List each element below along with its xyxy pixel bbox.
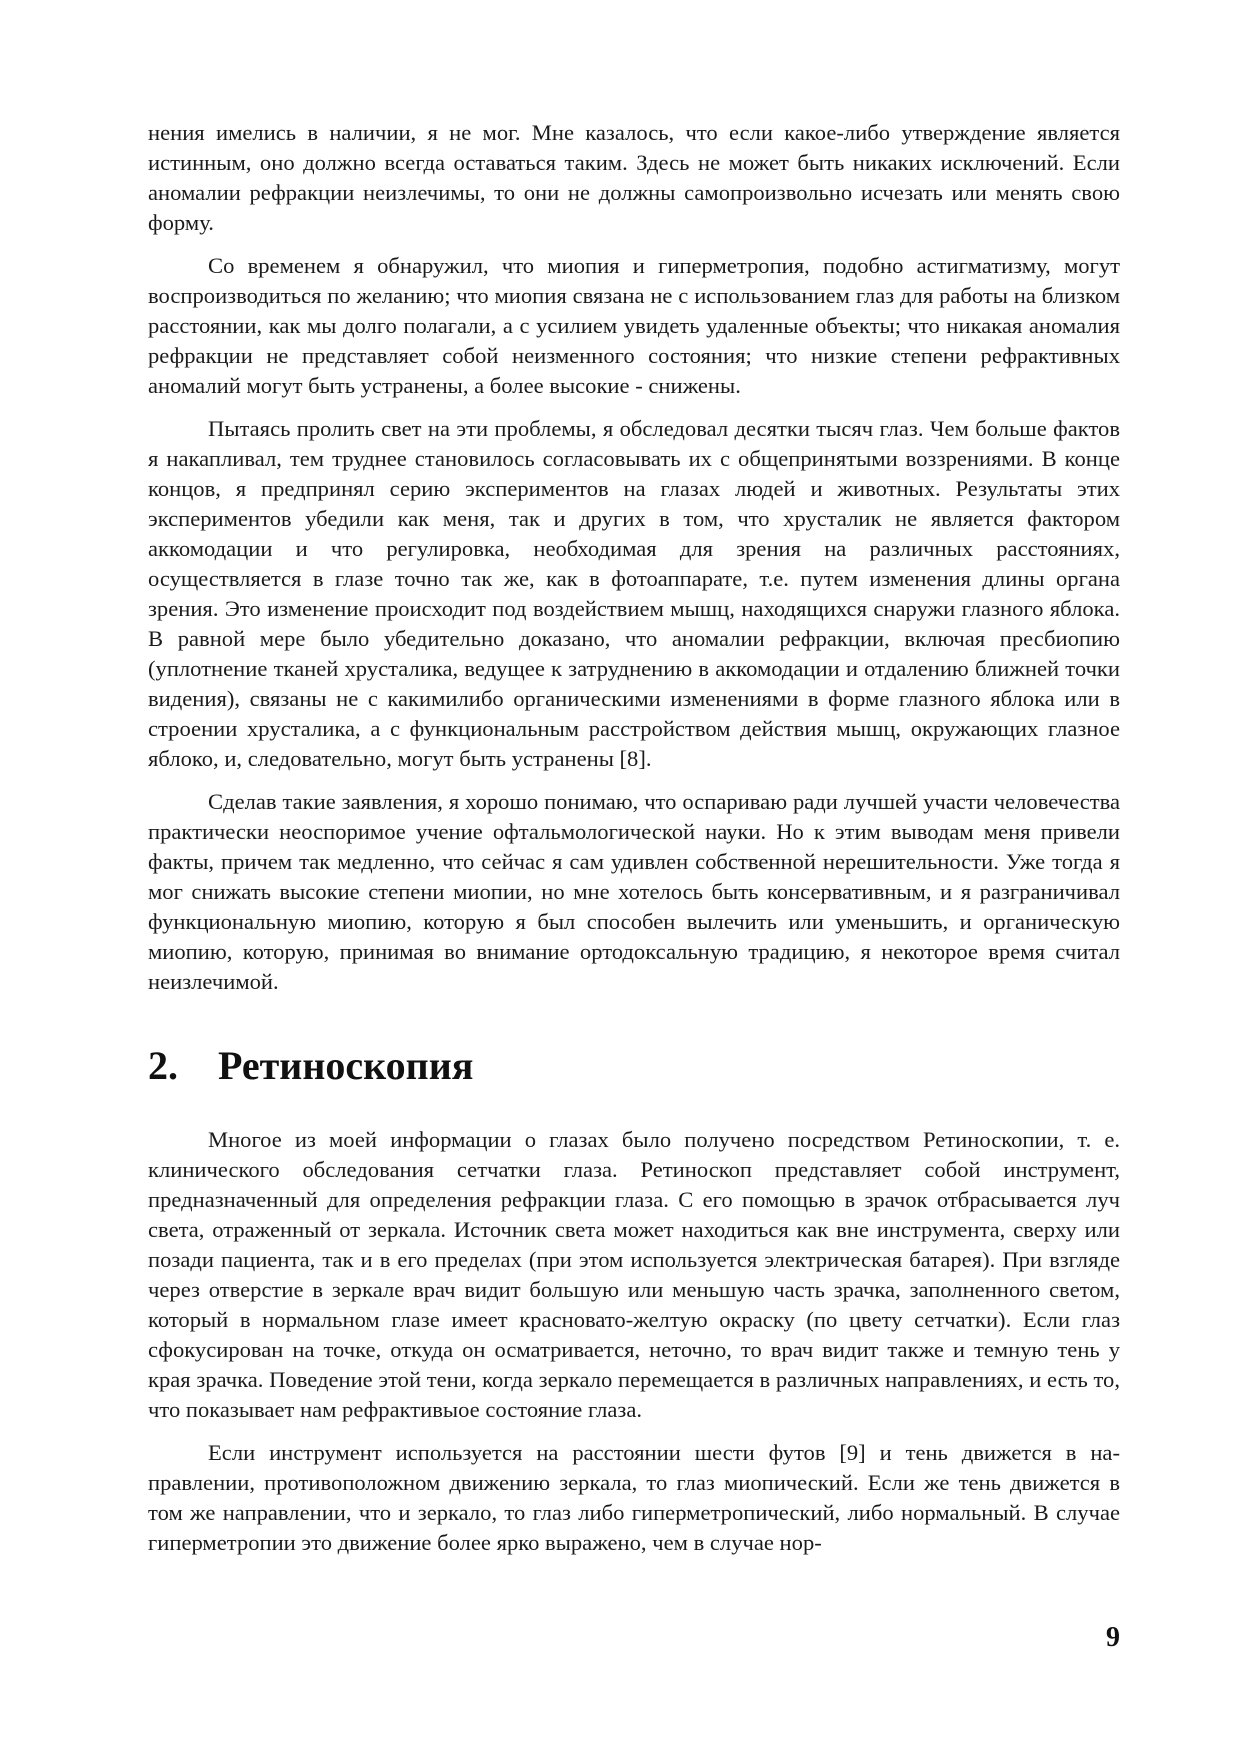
paragraph: Сделав такие заявления, я хорошо понимаю, что оспариваю ради лучшей участи человечества практически неоспоримое учение офтальмологической науки. Но к этим выводам меня привели факты, причем так медленно, что сейчас я сам удивлен собственной нерешительности. Уже тогда я мог снижать высокие степени миопии, но мне хотелось быть консервативным, и я разграничивал функциональную миопию, которую я был способен вылечить или уменьшить, и органическую миопию, которую, принимая во внимание ортодоксальную традицию, я некоторое время считал неизлечимой. [148,789,1120,994]
paragraph: Со временем я обнаружил, что миопия и гиперметропия, подобно астигматизму, могут воспроизводиться по желанию; что миопия связана не с использованием глаз для работы на близком расстоянии, как мы долго полагали, а с усилием увидеть удаленные объекты; что никакая аномалия рефракции не представляет собой неизменного состояния; что низкие степени рефрактивных аномалий могут быть устранены, а более высокие - снижены. [148,253,1120,398]
paragraph-continued: нения имелись в наличии, я не мог. Мне казалось, что если какое-либо утверждение является истинным, оно должно всегда оставаться таким. Здесь не может быть никаких исключений. Если аномалии рефракции неизлечимы, то они не должны самопроизвольно исчезать или менять свою форму. [148,120,1120,235]
paragraph: Пытаясь пролить свет на эти проблемы, я обследовал десятки тысяч глаз. Чем больше фактов я накапливал, тем труднее становилось согласовывать их с общепринятыми воззрениями. В конце концов, я предпринял серию экспериментов на глазах людей и животных. Результаты этих экспериментов убедили как меня, так и других в том, что хрусталик не является фактором аккомодации и что регулировка, необходимая для зрения на различных расстояниях, осуществляется в глазе точно так же, как в фотоаппарате, т.е. путем изменения длины органа зрения. Это изменение происходит под воздействием мышц, находящихся снаружи глазного яблока. В равной мере было убедительно доказано, что аномалии рефракции, включая пресбиопию (уплотнение тканей хрусталика, ведущее к затруднению в аккомодации и отдалению ближней точки видения), связаны не с какимилибо органическими изменениями в форме глазного яблока или в строении хрусталика, а с функциональным расстройством действия мышц, окружающих глазное яблоко, и, следовательно, могут быть устранены [8]. [148,416,1120,771]
section-number: 2. [148,1043,178,1088]
paragraph: Многое из моей информации о глазах было получено посредством Ретиноскопии, т. е. клинического обследования сетчатки глаза. Ретиноскоп представляет собой инструмент, предназначенный для определения рефракции глаза. С его помощью в зрачок отбрасывается луч света, отраженный от зеркала. Источник света может находиться как вне инструмента, сверху или позади пациента, так и в его пределах (при этом используется электрическая батарея). При взгляде через отверстие в зеркале врач видит большую или меньшую часть зрачка, заполненного светом, который в нормальном глазе имеет красновато-желтую окраску (по цвету сетчатки). Если глаз сфокусирован на точке, откуда он осматривается, неточно, то врач видит также и темную тень у края зрачка. Поведение этой тени, когда зеркало перемещается в различных направлениях, и есть то, что показывает нам рефрактивыое состояние глаза. [148,1127,1120,1422]
paragraph: Если инструмент используется на расстоянии шести футов [9] и тень движется в направлении, противоположном движению зеркала, то глаз миопический. Если же тень движется в том же направлении, что и зеркало, то глаз либо гиперметропический, либо нормальный. В случае гиперметропии это движение более ярко выражено, чем в случае нор- [148,1440,1120,1555]
section-title: Ретиноскопия [218,1043,474,1088]
section-heading [148,1043,1120,1089]
page-number: 9 [1106,1622,1120,1653]
document-page [148,118,1120,1558]
